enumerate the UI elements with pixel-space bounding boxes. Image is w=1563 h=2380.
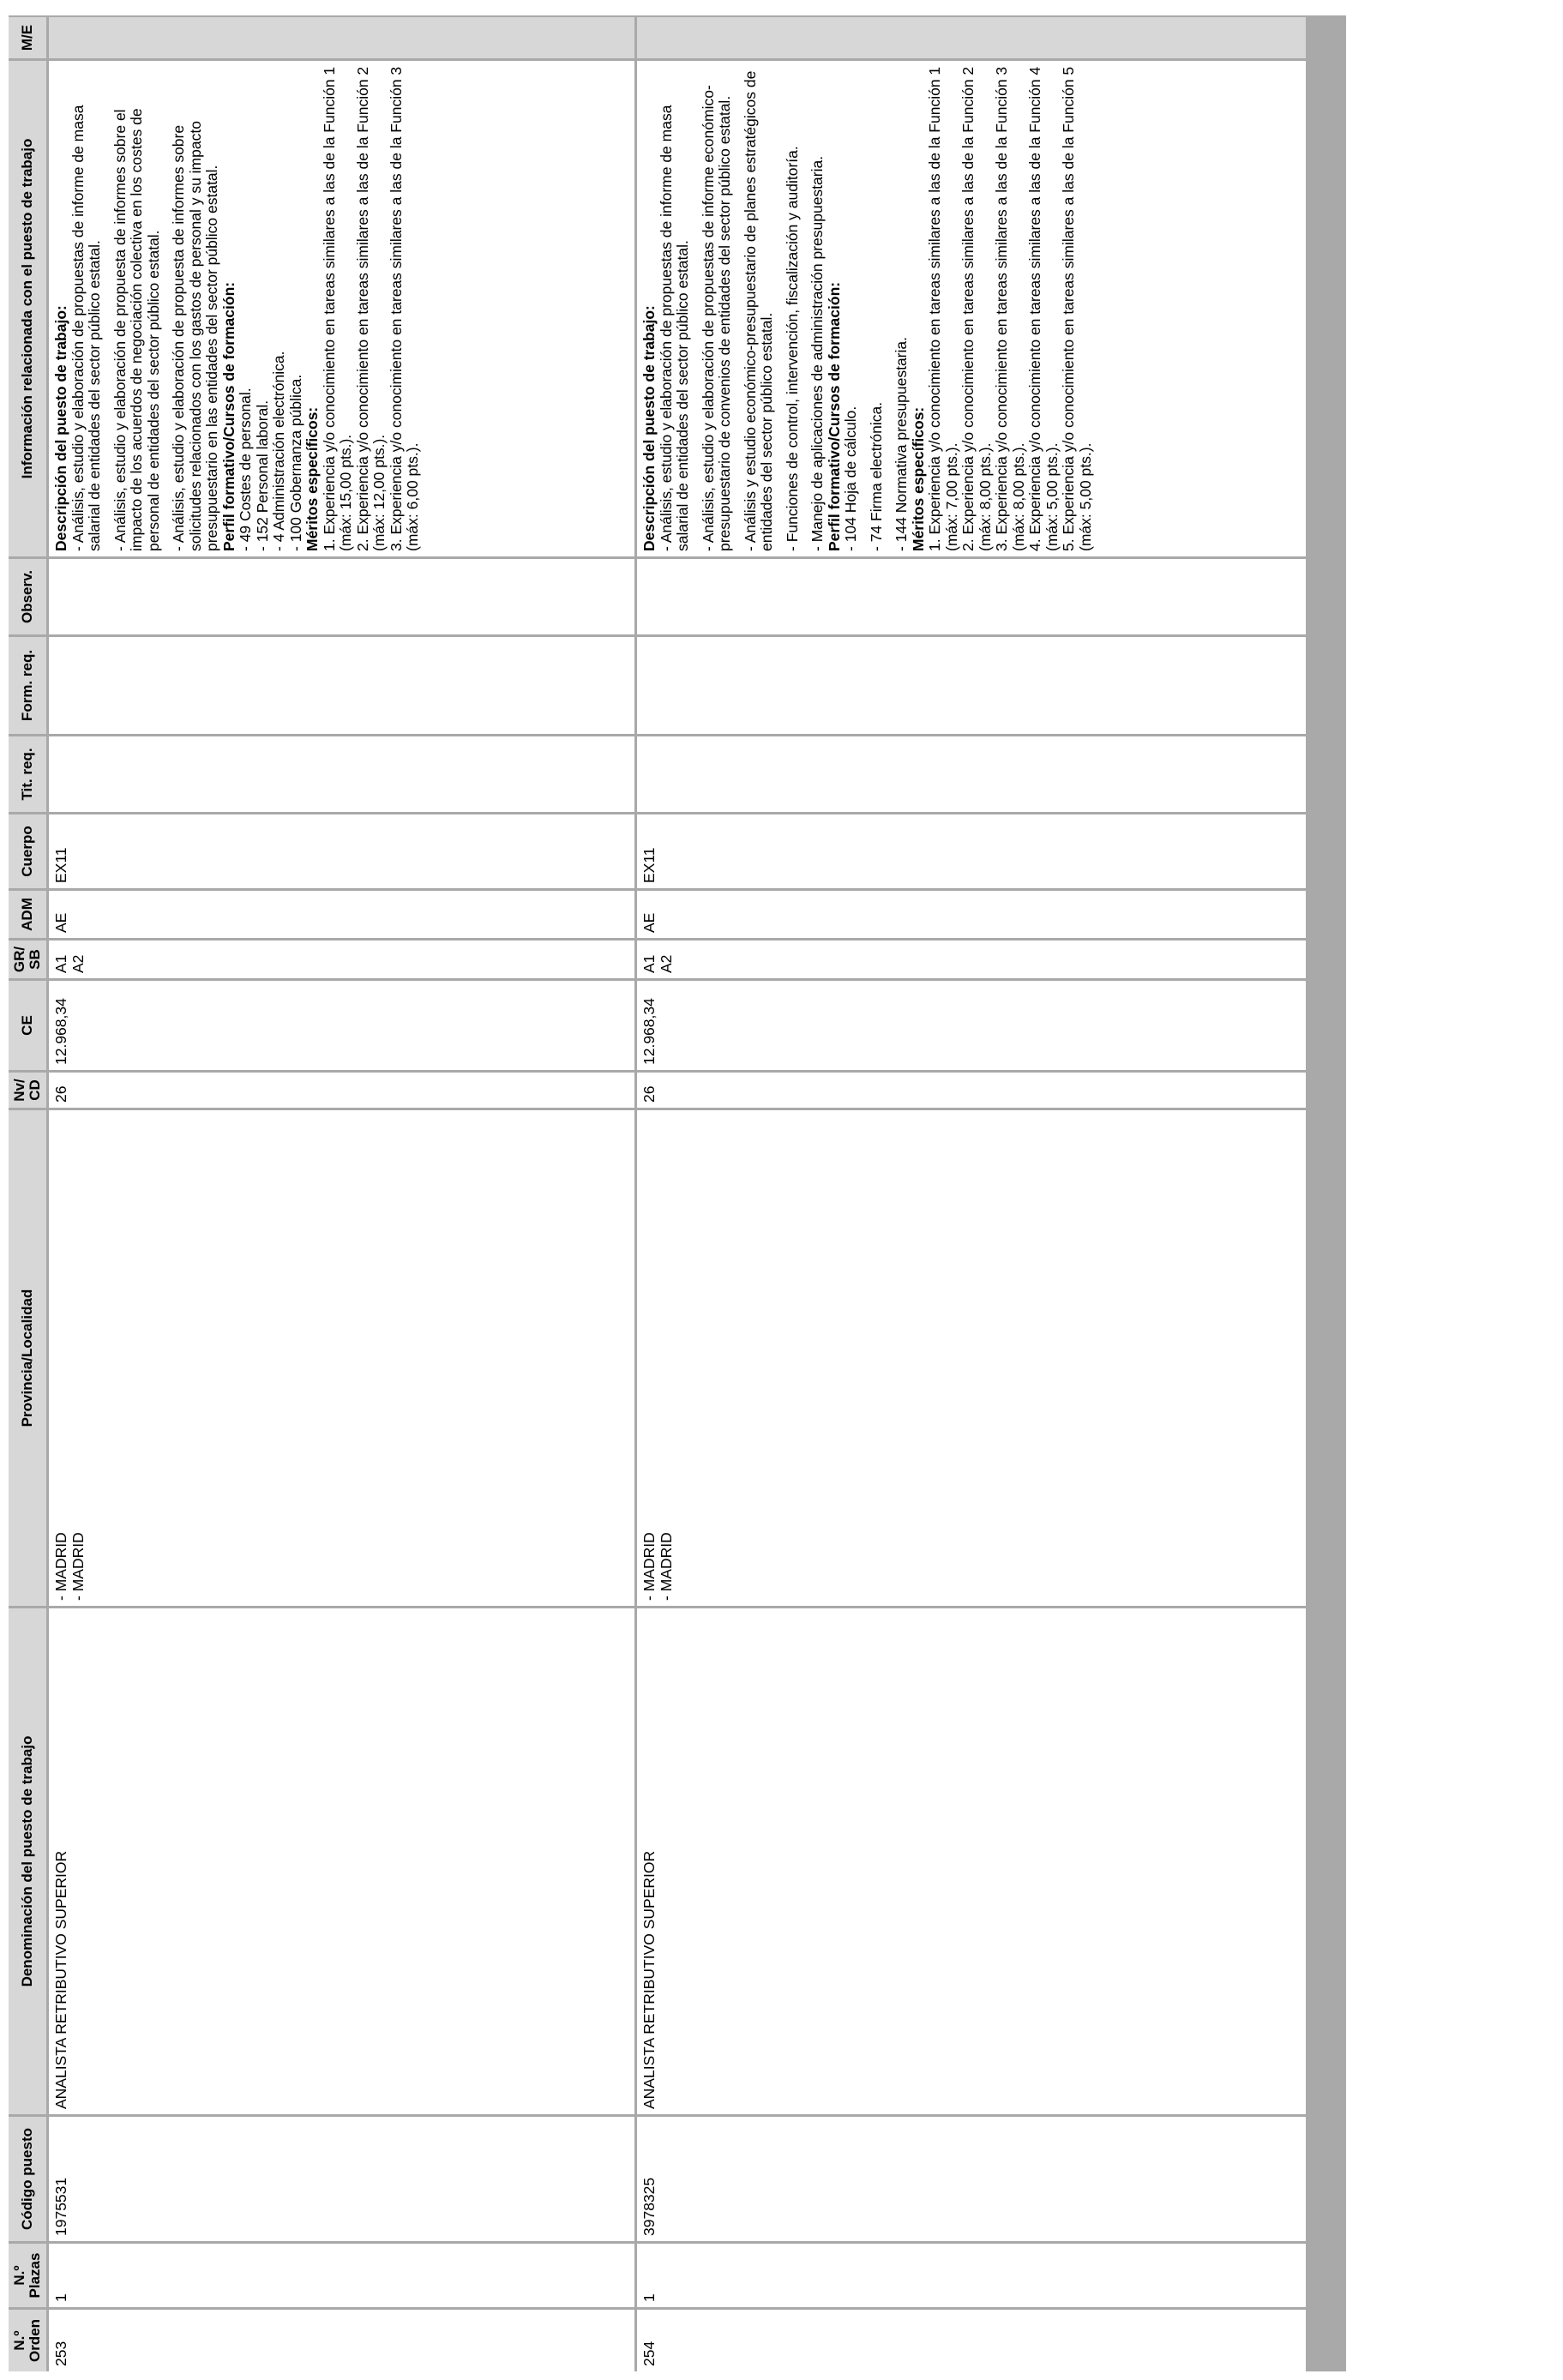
section-title: Perfil formativo/Cursos de formación: — [825, 281, 843, 551]
info-line: - 152 Personal laboral. — [253, 400, 271, 551]
row-254-denominacion: ANALISTA RETRIBUTIVO SUPERIOR — [637, 1608, 1306, 2114]
section-title: Perfil formativo/Cursos de formación: — [219, 281, 237, 551]
info-line: - Análisis, estudio y elaboración de propuestas de informe de masa salarial de entidades del sector público estatal. — [69, 105, 103, 551]
info-line: - 4 Administración electrónica. — [270, 351, 287, 551]
row-254-orden: 254 — [637, 2310, 1306, 2371]
info-line: - Funciones de control, intervención, fiscalización y auditoría. — [783, 146, 801, 551]
row-254-formacion — [637, 637, 1306, 734]
row-254-plazas: 1 — [637, 2244, 1306, 2307]
info-line: - 104 Hoja de cálculo. — [842, 406, 859, 551]
info-line: - 144 Normativa presupuestaria. — [893, 337, 910, 551]
info-line: - Análisis, estudio y elaboración de propuestas de informe de masa salarial de entidades del sector público estatal. — [657, 105, 691, 551]
row-254-informacion — [637, 61, 1306, 556]
header-observaciones: Observ. — [9, 559, 46, 634]
row-253-denominacion: ANALISTA RETRIBUTIVO SUPERIOR — [49, 1608, 634, 2114]
info-line: - Manejo de aplicaciones de administración presupuestaria. — [809, 155, 826, 551]
info-line: 3. Experiencia y/o conocimiento en tareas similares a las de la Función 3 (máx: 8,00 pts.). — [993, 66, 1027, 551]
header-adm: ADM — [9, 891, 46, 938]
row-253-me — [49, 17, 634, 58]
spacer — [734, 66, 742, 551]
row-253-ce: 12.968,34 — [49, 981, 634, 1070]
row-253-provincia: - MADRID - MADRID — [49, 1110, 634, 1606]
spacer — [692, 66, 700, 551]
header-nivel: Nv/ CD — [9, 1073, 46, 1108]
header-cuerpo: Cuerpo — [9, 814, 46, 888]
section-title: Méritos específicos: — [304, 406, 321, 551]
info-line: 2. Experiencia y/o conocimiento en tareas similares a las de la Función 2 (máx: 12,00 pts.). — [353, 66, 388, 551]
info-line: 5. Experiencia y/o conocimiento en tareas similares a las de la Función 5 (máx: 5,00 pts.). — [1060, 66, 1094, 551]
row-253-observaciones — [49, 559, 634, 634]
row-254-provincia: - MADRID - MADRID — [637, 1110, 1306, 1606]
spacer — [860, 66, 869, 551]
header-formacion: Form. req. — [9, 637, 46, 734]
info-line: - 100 Gobernanza pública. — [286, 374, 304, 551]
info-line: 2. Experiencia y/o conocimiento en tareas similares a las de la Función 2 (máx: 8,00 pts.). — [959, 66, 994, 551]
info-line: - Análisis y estudio económico-presupuestario de planes estratégicos de entidades del sector público estatal. — [741, 70, 775, 551]
info-line: 1. Experiencia y/o conocimiento en tareas similares a las de la Función 1 (máx: 15,00 pts.). — [320, 66, 354, 551]
info-line: - Análisis, estudio y elaboración de propuestas de informe económico-presupuestario de convenios de entidades del sector público estatal. — [699, 85, 733, 551]
info-line: 4. Experiencia y/o conocimiento en tareas similares a las de la Función 4 (máx: 5,00 pts.). — [1026, 66, 1061, 551]
info-line: - Análisis, estudio y elaboración de propuesta de informes sobre solicitudes relacionados con los gastos de personal y su impacto presupuestario en las entidades del sector público estatal. — [170, 121, 220, 551]
row-254-titulacion — [637, 736, 1306, 812]
header-titulacion: Tit. req. — [9, 736, 46, 812]
row-254-grupo: A1 A2 — [637, 941, 1306, 978]
section-title: Descripción del puesto de trabajo: — [640, 305, 658, 551]
row-253-nivel: 26 — [49, 1073, 634, 1108]
row-253-codigo: 1975531 — [49, 2117, 634, 2241]
row-253-plazas: 1 — [49, 2244, 634, 2307]
row-254-adm: AE — [637, 891, 1306, 938]
header-ce: CE — [9, 981, 46, 1070]
info-line: - 49 Costes de personal. — [237, 388, 254, 551]
row-254-codigo: 3978325 — [637, 2117, 1306, 2241]
spacer — [776, 66, 785, 551]
info-line: 3. Experiencia y/o conocimiento en tareas similares a las de la Función 3 (máx: 6,00 pts.). — [387, 66, 421, 551]
header-orden: N.º Orden — [9, 2310, 46, 2371]
header-codigo: Código puesto — [9, 2117, 46, 2241]
section-title: Descripción del puesto de trabajo: — [52, 305, 69, 551]
info-line: - Análisis, estudio y elaboración de propuesta de informes sobre el impacto de los acuerdos de negociación colectiva en los costes de personal de entidades del sector público estatal. — [111, 108, 162, 551]
row-254-cuerpo: EX11 — [637, 814, 1306, 888]
row-253-informacion — [49, 61, 634, 556]
row-253-adm: AE — [49, 891, 634, 938]
row-254-ce: 12.968,34 — [637, 981, 1306, 1070]
spacer — [104, 66, 112, 551]
header-me: M/E — [9, 17, 46, 58]
header-provincia: Provincia/Localidad — [9, 1110, 46, 1606]
row-254-me — [637, 17, 1306, 58]
section-title: Méritos específicos: — [909, 406, 927, 551]
header-denominacion: Denominación del puesto de trabajo — [9, 1608, 46, 2114]
header-grupo: GR/ SB — [9, 941, 46, 978]
info-line: - 74 Firma electrónica. — [867, 401, 885, 551]
positions-table — [9, 15, 1346, 2371]
row-253-cuerpo: EX11 — [49, 814, 634, 888]
row-253-formacion — [49, 637, 634, 734]
row-254-observaciones — [637, 559, 1306, 634]
header-informacion: Información relacionada con el puesto de trabajo — [9, 61, 46, 556]
row-253-titulacion — [49, 736, 634, 812]
row-254-nivel: 26 — [637, 1073, 1306, 1108]
header-plazas: N.º Plazas — [9, 2244, 46, 2307]
row-253-grupo: A1 A2 — [49, 941, 634, 978]
row-253-orden: 253 — [49, 2310, 634, 2371]
info-line: 1. Experiencia y/o conocimiento en tareas similares a las de la Función 1 (máx: 7,00 pts.). — [926, 66, 960, 551]
